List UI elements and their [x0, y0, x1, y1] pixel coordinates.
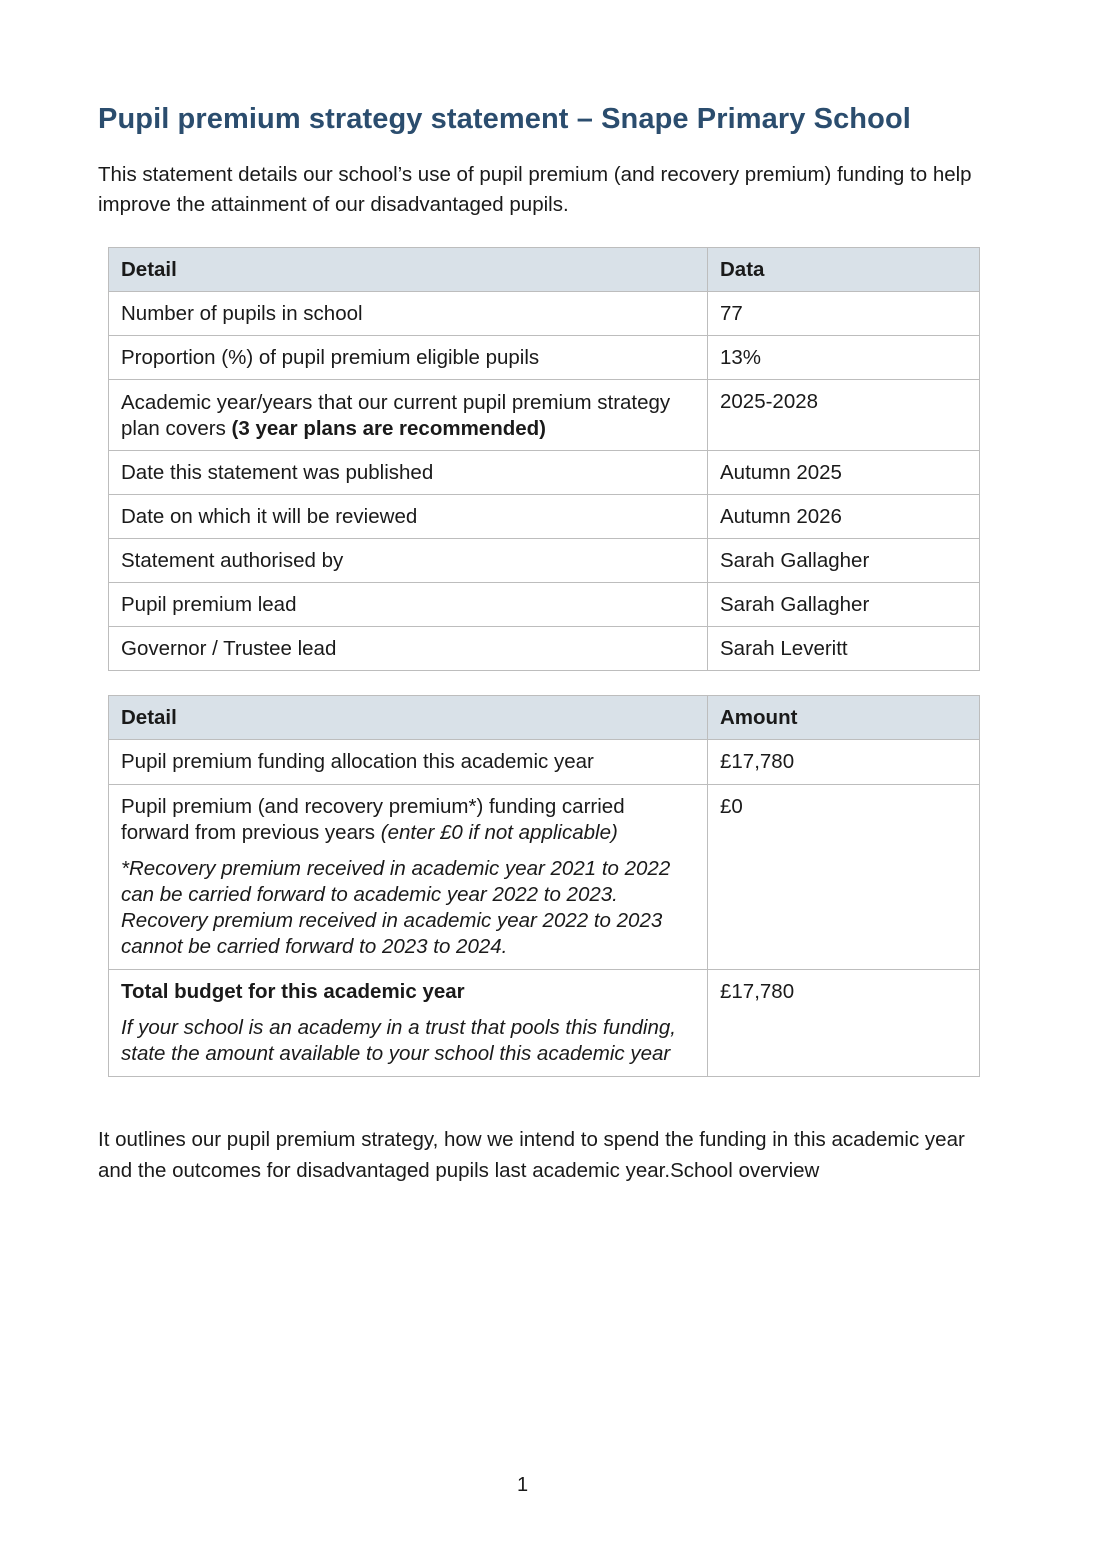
table-row: [109, 627, 980, 671]
table-row: [109, 539, 980, 583]
table-row: [109, 785, 980, 970]
table-header-row: [109, 696, 980, 740]
row-value: 77: [708, 292, 980, 336]
row-value: Sarah Gallagher: [708, 583, 980, 627]
recovery-premium-note: *Recovery premium received in academic year 2021 to 2022 can be carried forward to academic year 2022 to 2023. Recovery premium received in academic year 2022 to 2023 cannot be carried forward to 2023 to 2024.: [121, 857, 671, 958]
table-row: [109, 970, 980, 1077]
row-value: Autumn 2025: [708, 451, 980, 495]
column-header-detail: Detail: [109, 248, 708, 292]
row-detail: Number of pupils in school: [109, 292, 708, 336]
table-row: [109, 495, 980, 539]
total-budget-label: Total budget for this academic year: [121, 980, 465, 1003]
row-value: 13%: [708, 336, 980, 380]
page-number: 1: [516, 1474, 529, 1496]
funding-overview-table: [108, 695, 980, 1077]
row-value: Sarah Leveritt: [708, 627, 980, 671]
row-detail: [109, 970, 708, 1077]
intro-paragraph: This statement details our school’s use of pupil premium (and recovery premium) funding to help improve the attainment of our disadvantaged pupils.: [98, 163, 972, 216]
table-header-row: [109, 248, 980, 292]
page-title: Pupil premium strategy statement – Snape Primary School: [98, 103, 911, 135]
table-row: [109, 451, 980, 495]
school-overview-table: [108, 247, 980, 671]
detail-text: Academic year/years that our current pupil premium strategy plan covers: [121, 391, 671, 440]
table-row: [109, 292, 980, 336]
column-header-detail: Detail: [109, 696, 708, 740]
detail-text: Pupil premium (and recovery premium*) funding carried forward from previous years: [121, 795, 625, 844]
table-row: [109, 336, 980, 380]
outro-paragraph: It outlines our pupil premium strategy, how we intend to spend the funding in this academic year and the outcomes for disadvantaged pupils last academic year.School overview: [98, 1128, 965, 1182]
row-detail: Pupil premium funding allocation this academic year: [109, 740, 708, 785]
detail-instruction: (enter £0 if not applicable): [380, 821, 618, 844]
academy-note: If your school is an academy in a trust that pools this funding, state the amount available to your school this academic year: [121, 1016, 676, 1065]
row-detail: Pupil premium lead: [109, 583, 708, 627]
row-detail: Proportion (%) of pupil premium eligible pupils: [109, 336, 708, 380]
row-detail: Governor / Trustee lead: [109, 627, 708, 671]
row-detail: Date on which it will be reviewed: [109, 495, 708, 539]
row-value: 2025-2028: [708, 380, 980, 451]
row-detail: Date this statement was published: [109, 451, 708, 495]
column-header-amount: Amount: [708, 696, 980, 740]
table-row: [109, 380, 980, 451]
row-detail: [109, 380, 708, 451]
detail-text-block: [121, 794, 695, 846]
row-value: £17,780: [708, 970, 980, 1077]
row-value: £0: [708, 785, 980, 970]
detail-recommendation: (3 year plans are recommended): [231, 417, 546, 440]
row-detail: [109, 785, 708, 970]
table-row: [109, 583, 980, 627]
row-detail: Statement authorised by: [109, 539, 708, 583]
column-header-data: Data: [708, 248, 980, 292]
row-value: Autumn 2026: [708, 495, 980, 539]
row-value: Sarah Gallagher: [708, 539, 980, 583]
row-value: £17,780: [708, 740, 980, 785]
table-row: [109, 740, 980, 785]
